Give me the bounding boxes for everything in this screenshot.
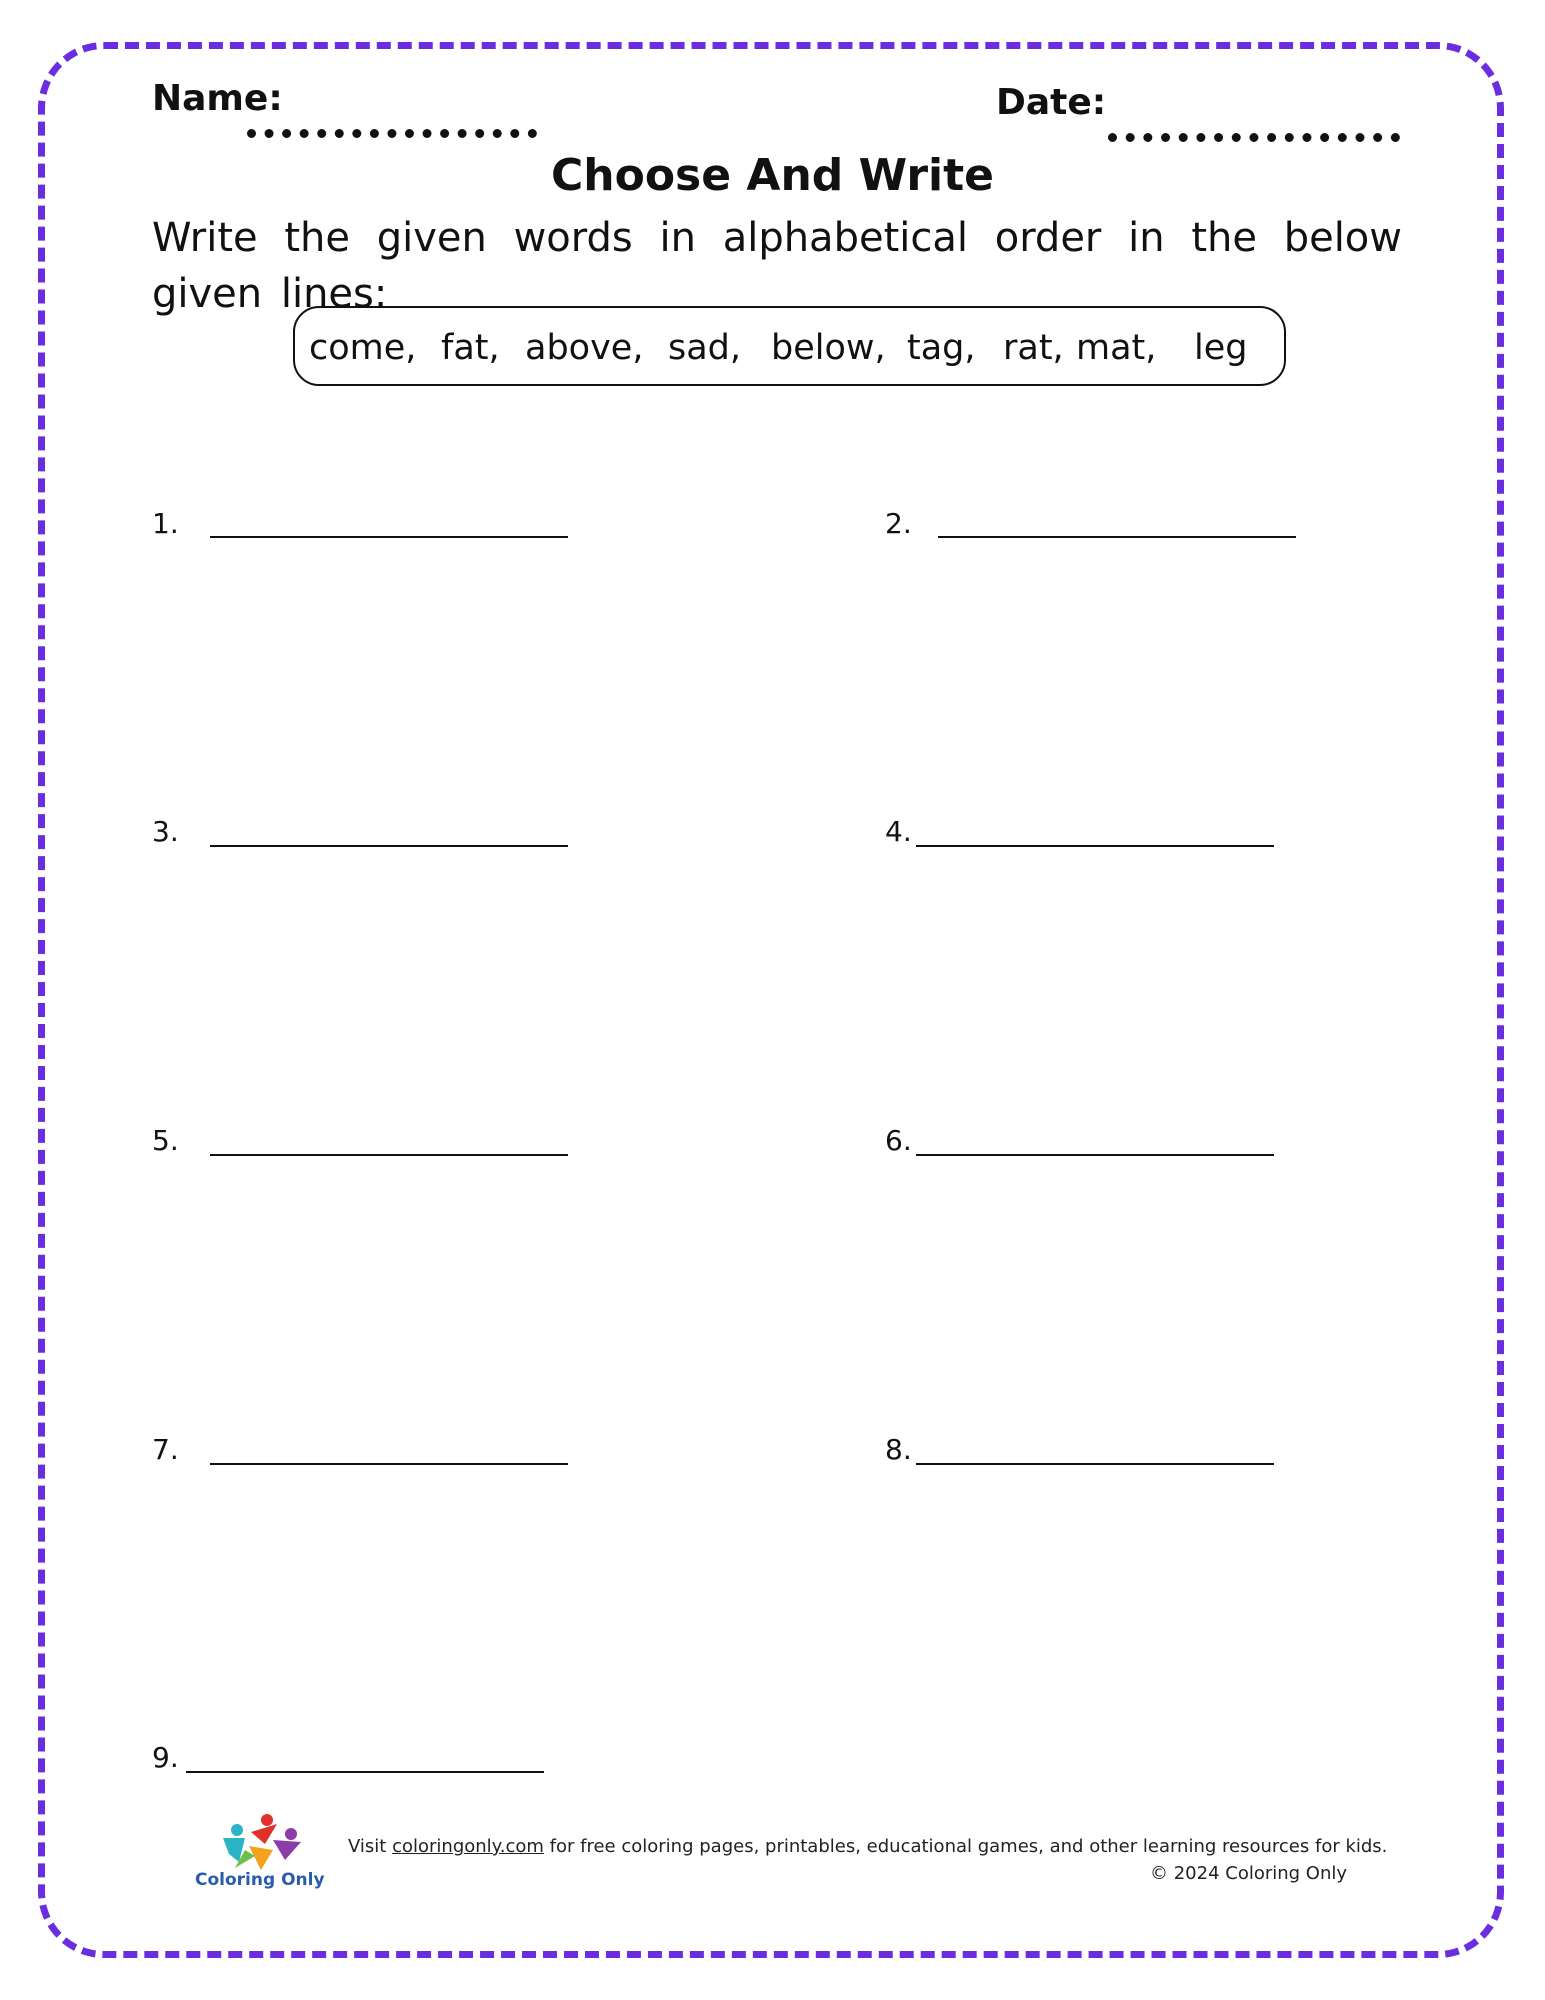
word-item: above,: [525, 328, 644, 368]
answer-number: 1.: [152, 507, 179, 540]
name-field[interactable]: [247, 128, 537, 138]
answer-line-4[interactable]: [916, 845, 1274, 847]
word-item: come,: [309, 328, 417, 368]
answer-number: 4.: [885, 815, 912, 848]
answer-line-3[interactable]: [210, 845, 568, 847]
instruction-text: Write the given words in alphabetical order in the below given lines:: [152, 215, 1402, 317]
footer-site-link[interactable]: coloringonly.com: [392, 1836, 544, 1857]
footer-description: for free coloring pages, printables, educational games, and other learning resources for kids.: [549, 1836, 1388, 1857]
answer-line-2[interactable]: [938, 536, 1296, 538]
footer-visit-line: [348, 1836, 1387, 1857]
logo-text: Coloring Only: [195, 1870, 325, 1890]
date-field[interactable]: [1108, 132, 1400, 142]
word-item: fat,: [441, 328, 500, 368]
word-bank-box: [293, 306, 1286, 386]
word-item: leg: [1194, 328, 1248, 368]
page-title: Choose And Write: [550, 150, 995, 201]
footer-copyright: © 2024 Coloring Only: [1150, 1863, 1348, 1884]
answer-line-7[interactable]: [210, 1463, 568, 1465]
word-item: rat,: [1003, 328, 1064, 368]
footer-visit: Visit: [348, 1836, 387, 1857]
coloring-only-logo-icon: [215, 1810, 305, 1872]
answer-line-1[interactable]: [210, 536, 568, 538]
answer-number: 7.: [152, 1433, 179, 1466]
answer-number: 8.: [885, 1433, 912, 1466]
answer-number: 3.: [152, 815, 179, 848]
date-label: Date:: [996, 82, 1107, 123]
answer-number: 9.: [152, 1741, 179, 1774]
answer-number: 5.: [152, 1124, 179, 1157]
word-item: mat,: [1076, 328, 1157, 368]
word-item: tag,: [907, 328, 976, 368]
answer-line-9[interactable]: [186, 1771, 544, 1773]
answer-line-8[interactable]: [916, 1463, 1274, 1465]
answer-number: 6.: [885, 1124, 912, 1157]
answer-number: 2.: [885, 507, 912, 540]
word-item: below,: [771, 328, 886, 368]
name-label: Name:: [152, 78, 283, 119]
answer-line-5[interactable]: [210, 1154, 568, 1156]
answer-line-6[interactable]: [916, 1154, 1274, 1156]
word-item: sad,: [668, 328, 742, 368]
